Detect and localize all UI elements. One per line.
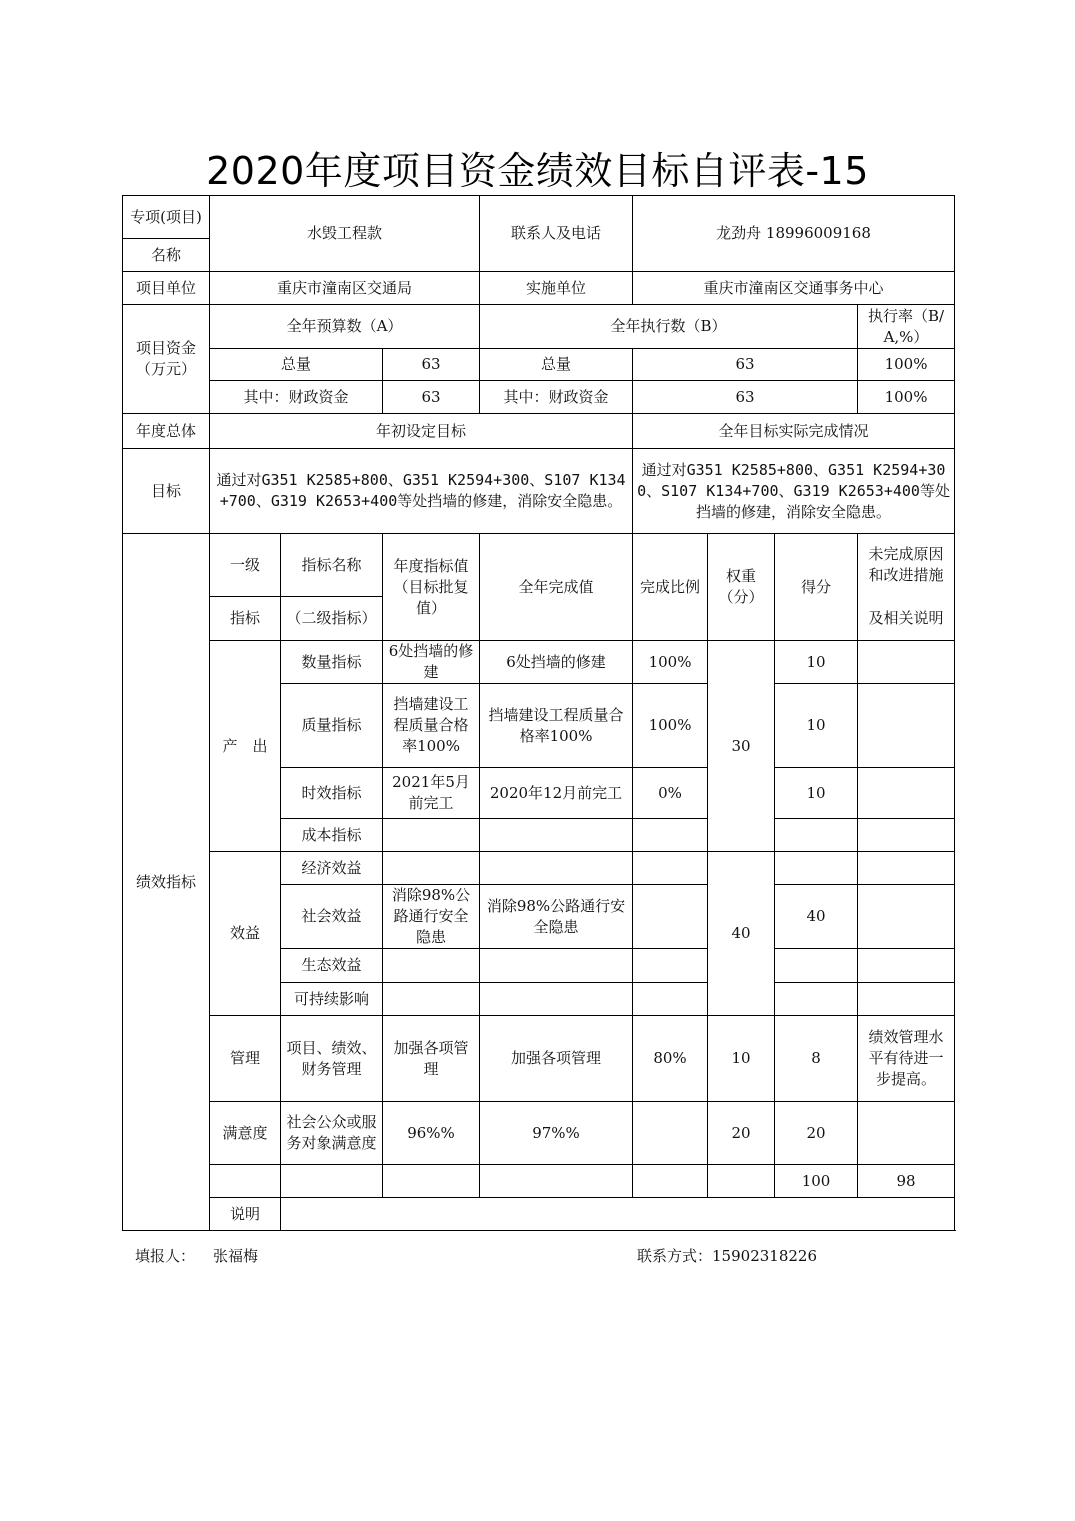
unit-value: 重庆市潼南区交通局 bbox=[210, 272, 480, 305]
output-score bbox=[775, 819, 858, 852]
benefit-label: 效益 bbox=[210, 852, 281, 1016]
goal-set-text: 通过对G351 K2585+800、G351 K2594+300、S107 K134+700、G319 K2653+400等处挡墙的修建，消除安全隐患。 bbox=[210, 449, 633, 534]
total-row-empty bbox=[210, 1165, 281, 1198]
output-reason bbox=[858, 768, 955, 819]
satis-done: 97%% bbox=[480, 1102, 633, 1165]
fiscal-exec-label: 其中：财政资金 bbox=[480, 381, 633, 414]
mgmt-target: 加强各项管理 bbox=[383, 1016, 480, 1102]
benefit-target bbox=[383, 949, 480, 983]
benefit-name: 生态效益 bbox=[281, 949, 383, 983]
footer-contact-value: 15902318226 bbox=[712, 1247, 817, 1265]
budget-label: 全年预算数（A） bbox=[210, 305, 480, 349]
fiscal-rate: 100% bbox=[858, 381, 955, 414]
project-label-line2: 名称 bbox=[123, 239, 210, 272]
benefit-target bbox=[383, 983, 480, 1016]
funds-label: 项目资金（万元） bbox=[123, 305, 210, 414]
total-row-empty bbox=[633, 1165, 708, 1198]
col-name-a: 指标名称 bbox=[281, 534, 383, 597]
footer-contact bbox=[637, 1245, 817, 1266]
fiscal-budget: 63 bbox=[383, 381, 480, 414]
contact-label: 联系人及电话 bbox=[480, 196, 633, 272]
benefit-name: 社会效益 bbox=[281, 885, 383, 949]
note-value bbox=[281, 1198, 955, 1231]
overall-label: 年度总体 bbox=[123, 414, 210, 449]
total-weight: 100 bbox=[775, 1165, 858, 1198]
benefit-done: 消除98%公路通行安全隐患 bbox=[480, 885, 633, 949]
output-target bbox=[383, 819, 480, 852]
output-done: 2020年12月前完工 bbox=[480, 768, 633, 819]
total-row-empty bbox=[281, 1165, 383, 1198]
benefit-done bbox=[480, 949, 633, 983]
output-reason bbox=[858, 641, 955, 684]
benefit-reason bbox=[858, 885, 955, 949]
col-done: 全年完成值 bbox=[480, 534, 633, 641]
total-budget: 63 bbox=[383, 349, 480, 381]
goal-set-label: 年初设定目标 bbox=[210, 414, 633, 449]
satis-weight: 20 bbox=[708, 1102, 775, 1165]
filler-label: 填报人： bbox=[135, 1247, 196, 1265]
satis-target: 96%% bbox=[383, 1102, 480, 1165]
benefit-score bbox=[775, 949, 858, 983]
unit-label: 项目单位 bbox=[123, 272, 210, 305]
mgmt-weight: 10 bbox=[708, 1016, 775, 1102]
project-label-line1: 专项(项目) bbox=[123, 196, 210, 239]
benefit-ratio bbox=[633, 852, 708, 885]
satis-reason bbox=[858, 1102, 955, 1165]
total-row-empty bbox=[480, 1165, 633, 1198]
col-level1-b: 指标 bbox=[210, 597, 281, 641]
output-name: 时效指标 bbox=[281, 768, 383, 819]
output-target: 挡墙建设工程质量合格率100% bbox=[383, 684, 480, 768]
benefit-score bbox=[775, 983, 858, 1016]
col-ratio: 完成比例 bbox=[633, 534, 708, 641]
page-title: 2020年度项目资金绩效目标自评表-15 bbox=[206, 149, 869, 193]
col-score: 得分 bbox=[775, 534, 858, 641]
benefit-weight: 40 bbox=[708, 852, 775, 1016]
output-ratio: 100% bbox=[633, 641, 708, 684]
output-weight: 30 bbox=[708, 641, 775, 852]
total-exec: 63 bbox=[633, 349, 858, 381]
benefit-score bbox=[775, 852, 858, 885]
output-score: 10 bbox=[775, 684, 858, 768]
impl-value: 重庆市潼南区交通事务中心 bbox=[633, 272, 955, 305]
mgmt-score: 8 bbox=[775, 1016, 858, 1102]
benefit-reason bbox=[858, 852, 955, 885]
total-label: 总量 bbox=[210, 349, 383, 381]
filler-name: 张福梅 bbox=[213, 1247, 259, 1265]
output-ratio: 0% bbox=[633, 768, 708, 819]
footer-contact-label: 联系方式： bbox=[637, 1247, 713, 1265]
filler bbox=[135, 1245, 258, 1266]
output-name: 成本指标 bbox=[281, 819, 383, 852]
output-done: 挡墙建设工程质量合格率100% bbox=[480, 684, 633, 768]
total-row-empty bbox=[383, 1165, 480, 1198]
mgmt-done: 加强各项管理 bbox=[480, 1016, 633, 1102]
col-weight: 权重（分） bbox=[708, 534, 775, 641]
contact-value: 龙劲舟 18996009168 bbox=[633, 196, 955, 272]
output-name: 质量指标 bbox=[281, 684, 383, 768]
project-name: 水毁工程款 bbox=[210, 196, 480, 272]
satis-ratio bbox=[633, 1102, 708, 1165]
benefit-score: 40 bbox=[775, 885, 858, 949]
output-ratio: 100% bbox=[633, 684, 708, 768]
fiscal-label: 其中：财政资金 bbox=[210, 381, 383, 414]
mgmt-ratio: 80% bbox=[633, 1016, 708, 1102]
note-label: 说明 bbox=[210, 1198, 281, 1231]
impl-label: 实施单位 bbox=[480, 272, 633, 305]
col-reason-a: 未完成原因和改进措施 bbox=[858, 534, 955, 597]
satis-name: 社会公众或服务对象满意度 bbox=[281, 1102, 383, 1165]
col-level1-a: 一级 bbox=[210, 534, 281, 597]
goal-actual-label: 全年目标实际完成情况 bbox=[633, 414, 955, 449]
rate-label: 执行率（B/A,%） bbox=[858, 305, 955, 349]
goal-actual-text: 通过对G351 K2585+800、G351 K2594+300、S107 K134+700、G319 K2653+400等处挡墙的修建，消除安全隐患。 bbox=[633, 449, 955, 534]
fiscal-exec: 63 bbox=[633, 381, 858, 414]
total-row-empty bbox=[708, 1165, 775, 1198]
evaluation-table bbox=[122, 195, 955, 1231]
goal-label: 目标 bbox=[123, 449, 210, 534]
output-target: 2021年5月前完工 bbox=[383, 768, 480, 819]
benefit-name: 可持续影响 bbox=[281, 983, 383, 1016]
output-target: 6处挡墙的修建 bbox=[383, 641, 480, 684]
output-reason bbox=[858, 684, 955, 768]
output-label: 产 出 bbox=[210, 641, 281, 852]
benefit-ratio bbox=[633, 885, 708, 949]
col-reason-b: 及相关说明 bbox=[858, 597, 955, 641]
benefit-done bbox=[480, 983, 633, 1016]
output-done: 6处挡墙的修建 bbox=[480, 641, 633, 684]
mgmt-level: 管理 bbox=[210, 1016, 281, 1102]
benefit-target bbox=[383, 852, 480, 885]
benefit-name: 经济效益 bbox=[281, 852, 383, 885]
output-ratio bbox=[633, 819, 708, 852]
benefit-reason bbox=[858, 949, 955, 983]
benefit-done bbox=[480, 852, 633, 885]
output-score: 10 bbox=[775, 641, 858, 684]
total-rate: 100% bbox=[858, 349, 955, 381]
total-score: 98 bbox=[858, 1165, 955, 1198]
benefit-ratio bbox=[633, 983, 708, 1016]
mgmt-reason: 绩效管理水平有待进一步提高。 bbox=[858, 1016, 955, 1102]
satis-level: 满意度 bbox=[210, 1102, 281, 1165]
output-score: 10 bbox=[775, 768, 858, 819]
benefit-target: 消除98%公路通行安全隐患 bbox=[383, 885, 480, 949]
output-reason bbox=[858, 819, 955, 852]
col-target: 年度指标值（目标批复值） bbox=[383, 534, 480, 641]
mgmt-name: 项目、绩效、财务管理 bbox=[281, 1016, 383, 1102]
perf-label: 绩效指标 bbox=[123, 534, 210, 1231]
total-exec-label: 总量 bbox=[480, 349, 633, 381]
satis-score: 20 bbox=[775, 1102, 858, 1165]
output-name: 数量指标 bbox=[281, 641, 383, 684]
benefit-reason bbox=[858, 983, 955, 1016]
output-done bbox=[480, 819, 633, 852]
benefit-ratio bbox=[633, 949, 708, 983]
col-name-b: （二级指标） bbox=[281, 597, 383, 641]
exec-label: 全年执行数（B） bbox=[480, 305, 858, 349]
